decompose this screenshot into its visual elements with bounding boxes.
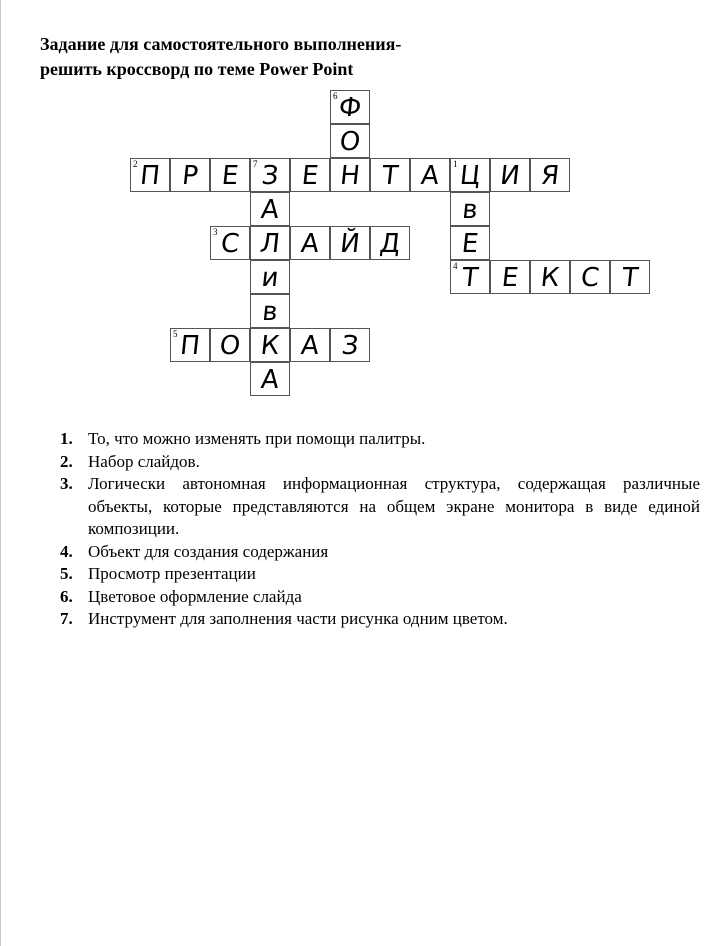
crossword-cell xyxy=(610,260,650,294)
cell-letter: Й xyxy=(338,229,362,259)
cell-letter: Р xyxy=(180,161,200,191)
crossword-cell xyxy=(330,158,370,192)
crossword-cell xyxy=(450,158,490,192)
crossword-cell xyxy=(490,260,530,294)
crossword-cell xyxy=(250,260,290,294)
cell-number: 5 xyxy=(173,329,178,339)
cell-letter: Ц xyxy=(458,161,482,191)
clue-text: Логически автономная информационная структура, содержащая различные объекты, которые представляются на общем экране монитора в виде единой композиции. xyxy=(88,474,700,538)
cell-letter: Т xyxy=(380,161,400,191)
clue-item xyxy=(60,428,700,451)
title-line-1: Задание для самостоятельного выполнения- xyxy=(40,34,402,54)
crossword-cell xyxy=(170,328,210,362)
clue-item xyxy=(60,608,700,631)
crossword-cell xyxy=(250,328,290,362)
clue-text: Цветовое оформление слайда xyxy=(88,586,302,606)
crossword-cell xyxy=(330,226,370,260)
clue-number: 1. xyxy=(60,429,73,448)
cell-letter: П xyxy=(178,331,202,361)
crossword-grid xyxy=(0,0,720,420)
cell-letter: и xyxy=(259,263,281,293)
crossword-cell xyxy=(330,90,370,124)
cell-number: 4 xyxy=(453,261,458,271)
crossword-cell xyxy=(290,328,330,362)
cell-letter: Е xyxy=(220,161,240,191)
clue-item xyxy=(60,541,700,564)
cell-letter: И xyxy=(498,161,522,191)
title-line-2: решить кроссворд по теме Power Point xyxy=(40,59,354,79)
clue-text: Просмотр презентации xyxy=(88,564,256,583)
cell-number: 6 xyxy=(333,91,338,101)
clue-item xyxy=(60,473,700,541)
cell-letter: З xyxy=(260,161,280,191)
cell-letter: П xyxy=(138,161,162,191)
cell-letter: Т xyxy=(460,263,480,293)
crossword-cell xyxy=(250,294,290,328)
cell-letter: О xyxy=(338,127,362,157)
crossword-cell xyxy=(410,158,450,192)
clue-list xyxy=(60,428,700,631)
crossword-cell xyxy=(370,226,410,260)
clue-item xyxy=(60,563,700,586)
cell-number: 3 xyxy=(213,227,218,237)
clue-text: То, что можно изменять при помощи палитры. xyxy=(88,429,426,448)
clue-number: 2. xyxy=(60,451,73,471)
crossword-cell xyxy=(530,158,570,192)
crossword-cell xyxy=(210,226,250,260)
clue-text: Набор слайдов. xyxy=(88,451,200,471)
crossword-cell xyxy=(370,158,410,192)
cell-letter: в xyxy=(460,195,480,225)
cell-letter: Е xyxy=(300,161,320,191)
clue-item xyxy=(60,586,700,609)
cell-letter: А xyxy=(419,161,441,191)
clue-text: Инструмент для заполнения части рисунка одним цветом. xyxy=(88,609,508,628)
cell-letter: С xyxy=(579,263,601,293)
cell-letter: Т xyxy=(620,263,640,293)
cell-letter: О xyxy=(218,331,242,361)
cell-letter: А xyxy=(299,331,321,361)
crossword-cell xyxy=(330,124,370,158)
cell-number: 7 xyxy=(253,159,258,169)
crossword-cell xyxy=(130,158,170,192)
crossword-cell xyxy=(530,260,570,294)
cell-letter: К xyxy=(539,263,561,293)
cell-letter: Ф xyxy=(337,93,363,123)
crossword-cell xyxy=(330,328,370,362)
clue-number: 5. xyxy=(60,564,73,583)
clue-number: 6. xyxy=(60,586,73,606)
cell-letter: К xyxy=(259,331,281,361)
crossword-cell xyxy=(250,158,290,192)
crossword-cell xyxy=(290,158,330,192)
cell-letter: С xyxy=(219,229,241,259)
cell-letter: Л xyxy=(258,229,282,259)
cell-letter: Е xyxy=(500,263,520,293)
crossword-cell xyxy=(210,158,250,192)
crossword-cell xyxy=(250,226,290,260)
cell-letter: А xyxy=(259,195,281,225)
cell-number: 1 xyxy=(453,159,458,169)
crossword-cell xyxy=(490,158,530,192)
crossword-cell xyxy=(290,226,330,260)
crossword-cell xyxy=(170,158,210,192)
clue-text: Объект для создания содержания xyxy=(88,541,329,561)
clue-number: 3. xyxy=(60,474,73,493)
clue-item xyxy=(60,451,700,474)
clue-number: 4. xyxy=(60,541,73,561)
cell-letter: Д xyxy=(378,229,402,259)
cell-letter: Е xyxy=(460,229,480,259)
crossword-cell xyxy=(250,362,290,396)
cell-number: 2 xyxy=(133,159,138,169)
crossword-cell xyxy=(570,260,610,294)
clue-number: 7. xyxy=(60,609,73,628)
cell-letter: А xyxy=(259,365,281,395)
crossword-cell xyxy=(210,328,250,362)
cell-letter: Н xyxy=(338,161,362,191)
crossword-cell xyxy=(450,226,490,260)
cell-letter: в xyxy=(260,297,280,327)
crossword-cell xyxy=(450,192,490,226)
crossword-cell xyxy=(250,192,290,226)
cell-letter: А xyxy=(299,229,321,259)
cell-letter: Я xyxy=(539,161,561,191)
crossword-cell xyxy=(450,260,490,294)
cell-letter: З xyxy=(340,331,360,361)
